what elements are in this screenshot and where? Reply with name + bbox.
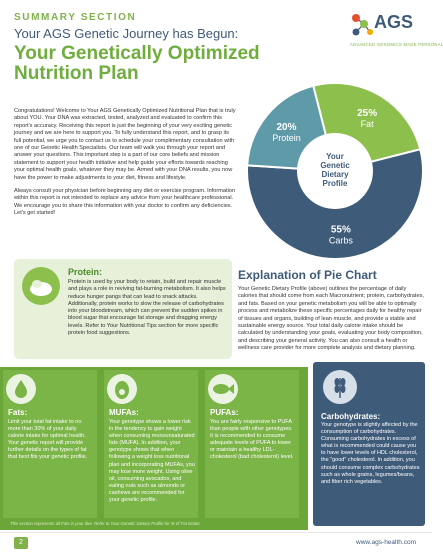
page-number: 2 [14, 537, 28, 549]
fish-icon [208, 374, 238, 404]
pie-center-label: Profile [322, 179, 348, 188]
dietary-profile-pie [244, 80, 426, 262]
mufas-section [104, 370, 198, 518]
pufas-section [205, 370, 299, 518]
pie-slice-percent: 55% [330, 224, 351, 236]
logo-word: AGS [374, 12, 414, 32]
pie-center-label: Your [326, 152, 344, 161]
pie-slice-percent: 25% [357, 107, 378, 119]
avocado-icon [107, 374, 137, 404]
pie-slice-name: Fat [360, 118, 374, 129]
grain-icon [323, 370, 357, 404]
carbohydrates-heading: Carbohydrates: [321, 412, 381, 421]
pie-center-label: Dietary [321, 170, 349, 179]
protein-section [14, 259, 232, 359]
fats-heading: Fats: [8, 408, 28, 417]
explanation-body: Your Genetic Dietary Profile (above) outlines the percentage of daily calories that should come from each Macronutrient; protein, carbohydrates, and fats. Based on your genetic metabolism you will be able to optimally process and metabolize these specific percentages daily for healthy repair of tissues and organs, building of lean muscle, and provide a stable and sustainable energy source. Your total daily calorie intake should be calculated by understanding your goals, evaluating your body composition, and describing your general activity. You can also consult a health or wellness care provider for more complete analysis and dietary planning. [238, 286, 424, 352]
mufas-heading: MUFAs: [109, 408, 139, 417]
page-title: Your Genetically Optimized Nutrition Plan [14, 43, 260, 84]
section-label: SUMMARY SECTION [14, 12, 137, 23]
intro-text [14, 108, 236, 224]
protein-body: Protein is used by your body to retain, build and repair muscle and plays a role in reviving fat-burning metabolism. It also helps reduce hunger pangs that can lead to snack attacks. Additionally, protein works to slow the release of carbohydrates into your bloodstream, which can prevent the sudden spikes in blood sugar that encourage fat storage and dragging energy levels. Refer to Your Nutritional Tips section for more specific protein food suggestions. [68, 279, 226, 337]
fat-drop-icon [6, 374, 36, 404]
explanation-title: Explanation of Pie Chart [238, 268, 377, 282]
logo-tagline: ADVANCED GENOMICS MADE PERSONAL [350, 42, 443, 47]
page-subtitle: Your AGS Genetic Journey has Begun: [14, 26, 239, 41]
pufas-heading: PUFAs: [210, 408, 239, 417]
carbohydrates-section [313, 362, 425, 526]
pie-slice-name: Protein [272, 132, 301, 143]
website-link[interactable]: www.ags-health.com [356, 539, 416, 546]
fats-footnote: This section represents all Fats in your diet. Refer to Your Genetic Dietary Profile for % of Fat intake. [10, 521, 201, 526]
intro-paragraph: Congratulations! Welcome to Your AGS Genetically Optimized Nutritional Plan that is truly about YOU. Your DNA was extracted, tested, analyzed and evaluated to confirm this report's accuracy. Receiving this report is just the beginning of your very exciting genetic journey and we are here to support you. To fully understand this report, and to grasp its full potential, we urge you to contact us to schedule your complimentary consultation with one of our Genetic Health Specialists. Our team will walk you through your report and answer your questions. This important step is a part of our core beliefs and mission statement to support your health initiative and help guide your efforts towards reaching your optimal health goals, whatever they may be. Armed with your DNA results, you now have the power to make adjustments to your diet, fitness and lifestyle. [14, 108, 236, 181]
pufas-body: You are fairly responsive to PUFA than people with other genotypes. It is recommended to consume adequate levels of PUFA to lower or maintain a healthy LDL-cholesterol (bad cholesterol) level. [210, 419, 294, 461]
pie-center-label: Genetic [320, 161, 350, 170]
fats-section [3, 370, 97, 518]
ags-logo [348, 12, 443, 52]
protein-food-icon [22, 267, 60, 305]
intro-paragraph: Always consult your physician before beginning any diet or exercise program. Information within this report is not intended to replace any advice from your healthcare professional. We encourage you to share this information with your doctor to confirm any deficiencies. Let's get started! [14, 188, 236, 217]
fats-body: Limit your total fat intake to no more than 30% of your daily calorie intake for optimal health. Your genetic report will provide further details on the types of fat that best fits your genetic profile. [8, 419, 88, 461]
carbohydrates-body: Your genotype is slightly affected by the consumption of carbohydrates. Consuming carbohydrates in excess of what is recommended could cause you to have lower levels of HDL cholesterol, the "good" cholesterol. In addition, you should consume complex carbohydrates such as whole grains, legumes/beans, and fiber rich vegetables. [321, 422, 420, 485]
pie-slice-percent: 20% [276, 121, 297, 133]
molecule-icon [348, 12, 374, 40]
mufas-body: Your genotype shows a lower risk in the tendency to gain weight when consuming monounsaturated fats (MUFA). In addition, your genotype shows that when following a weight loss nutritional plan and incorporating MUFAs, you may lose more weight. Using olive oil, consuming avocados, and eating nuts such as almonds or cashews are recommended for your genetic profile. [109, 419, 195, 504]
protein-heading: Protein: [68, 267, 103, 277]
pie-slice-name: Carbs [328, 235, 353, 246]
